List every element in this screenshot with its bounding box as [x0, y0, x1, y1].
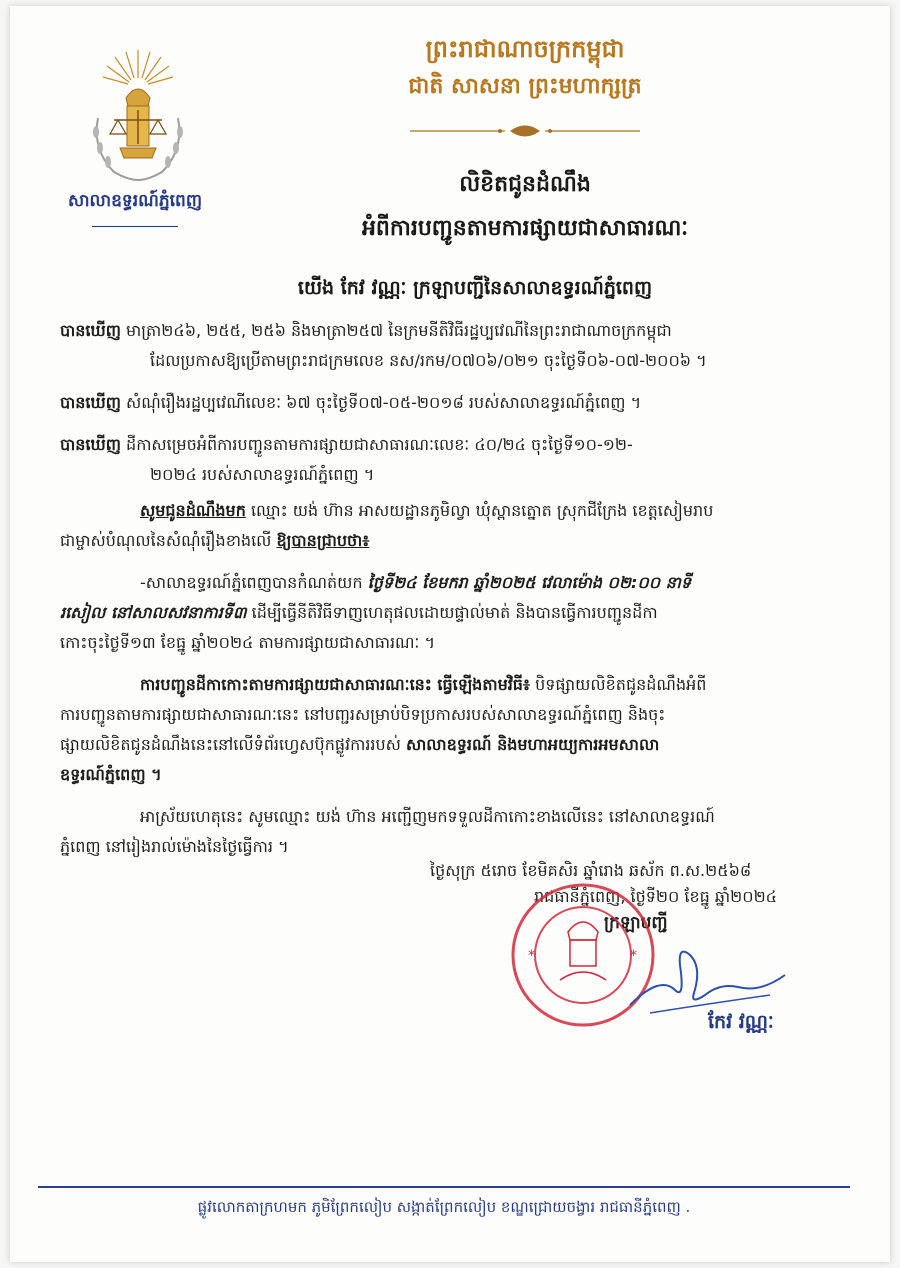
consideration-label: បានឃើញ: [60, 435, 121, 454]
paragraph-2-line-4: ឧទ្ធរណ៍ភ្នំពេញ ។: [60, 765, 162, 784]
consideration-label: បានឃើញ: [60, 321, 121, 340]
paragraph-1-line-3: កោះចុះថ្ងៃទី១៣ ខែធ្នូ ឆ្នាំ២០២៤ តាមការផ្សាយជាសាធារណៈ ។: [60, 633, 436, 652]
consideration-1-line-2: ដែលប្រកាសឱ្យប្រើតាមព្រះរាជក្រមលេខ នស/រកម/០៧០៦/០២១ ចុះថ្ងៃទី០៦-០៧-២០០៦ ។: [150, 351, 707, 370]
issuer-line: យើង កែវ វណ្ណៈ ក្រឡាបញ្ជីនៃសាលាឧទ្ធរណ៍ភ្នំពេញ: [297, 277, 653, 299]
paragraph-2-rest: បិទផ្សាយលិខិតជូនដំណឹងអំពី: [535, 675, 707, 694]
court-emblem-icon: [78, 40, 198, 200]
footer-divider: [38, 1186, 850, 1188]
paragraph-2-heading: ការបញ្ជូនដីកាកោះតាមការផ្សាយជាសាធារណៈនេះ ធ្វើឡើងតាមវិធី៖: [140, 675, 530, 694]
consideration-text: សំណុំរឿងរដ្ឋប្បវេណីលេខៈ ៦៧ ចុះថ្ងៃទី០៧-០៥-២០១៨ របស់សាលាឧទ្ធរណ៍ភ្នំពេញ ។: [126, 393, 642, 412]
paragraph-3-line-2: ភ្នំពេញ នៅរៀងរាល់ម៉ោងនៃថ្ងៃធ្វើការ ។: [60, 837, 289, 856]
consideration-1-line-1: [60, 316, 672, 346]
svg-text:*: *: [630, 948, 637, 964]
footer-address: ផ្លូវលោកតាក្រហមក ភូមិព្រែកលៀប សង្កាត់ព្រែកលៀប ខណ្ឌជ្រោយចង្វារ រាជធានីភ្នំពេញ .: [197, 1198, 691, 1216]
solar-date: រាជធានីភ្នំពេញ, ថ្ងៃទី២០ ខែធ្នូ ឆ្នាំ២០២៤: [534, 887, 777, 906]
document-subtitle: អំពីការបញ្ជូនតាមការផ្សាយជាសាធារណៈ: [361, 216, 689, 241]
national-motto: ជាតិ សាសនា ព្រះមហាក្សត្រ: [408, 74, 642, 99]
paragraph-2-line-2: ការបញ្ជូនតាមការផ្សាយជាសាធារណៈនេះ នៅបញ្ជរសម្រាប់បិទប្រកាសរបស់សាលាឧទ្ធរណ៍ភ្នំពេញ និងចុះ: [60, 705, 666, 724]
notice-intro-line2-text: ជាម្ចាស់បំណុលនៃសំណុំរឿងខាងលើ: [60, 531, 272, 550]
notice-intro-label: សូមជូនដំណឹងមក: [140, 501, 246, 520]
court-name: សាលាឧទ្ធរណ៍ភ្នំពេញ: [67, 191, 203, 211]
paragraph-2-line-3: [60, 730, 659, 760]
paragraph-2-line-3b: សាលាឧទ្ធរណ៍ និងមហាអយ្យការអមសាលា: [405, 735, 660, 754]
paragraph-2-line-1: [140, 670, 706, 700]
consideration-3-line-2: ២០២៤ របស់សាលាឧទ្ធរណ៍ភ្នំពេញ ។: [150, 465, 375, 484]
kingdom-heading: ព្រះរាជាណាចក្រកម្ពុជា: [425, 35, 625, 63]
notice-intro-text: ឈ្មោះ យង់ ហ៊ាន អាសយដ្ឋានភូមិល្វា ឃុំស្ពានត្នោត ស្រុកជីក្រែង ខេត្តសៀមរាប: [250, 501, 714, 520]
consideration-label: បានឃើញ: [60, 393, 121, 412]
consideration-2-line-1: [60, 388, 641, 418]
paragraph-1-rest: ដើម្បីធ្វើនីតិវិធីទាញហេតុផលដោយផ្ទាល់មាត់ និងបានធ្វើការបញ្ជូនដីកា: [251, 603, 658, 622]
notice-intro-line-2: [60, 526, 369, 556]
svg-text:*: *: [528, 948, 535, 964]
hearing-venue: រសៀល នៅសាលសវនាការទី៣: [60, 603, 247, 622]
signer-position: ក្រឡាបញ្ជី: [604, 913, 668, 933]
hearing-date: ថ្ងៃទី២៤ ខែមករា ឆ្នាំ២០២៥ វេលាម៉ោង ០២:០០ នាទី: [367, 573, 691, 592]
notice-intro-line2-emphasis: ឱ្យបានជ្រាបថា៖: [276, 531, 370, 550]
document-title: លិខិតជូនដំណឹង: [459, 172, 591, 197]
notice-intro-line: [140, 496, 713, 526]
lunar-date: ថ្ងៃសុក្រ ៥រោច ខែមិគសិរ ឆ្នាំរោង ឆស័ក ព.ស.២៥៦៨: [430, 861, 752, 880]
signer-name: កែវ វណ្ណៈ: [708, 1011, 774, 1033]
consideration-3-line-1: [60, 430, 633, 460]
consideration-text: ដីកាសម្រេចអំពីការបញ្ជូនតាមការផ្សាយជាសាធារណៈលេខៈ ៤០/២៤ ចុះថ្ងៃទី១០-១២-: [126, 435, 633, 454]
paragraph-2-line-3a: ផ្សាយលិខិតជូនដំណឹងនេះនៅលើទំព័រហ្វេសប៊ុកផ្លូវការរបស់: [60, 735, 401, 754]
paragraph-1-line-2: [60, 598, 658, 628]
paragraph-1-line-1: [140, 568, 691, 598]
paragraph-1-prefix: -សាលាឧទ្ធរណ៍ភ្នំពេញបានកំណត់យក: [140, 573, 363, 592]
consideration-text: មាត្រា២៤៦, ២៥៥, ២៥៦ និងមាត្រា២៥៧ នៃក្រមនីតិវិធីរដ្ឋប្បវេណីនៃព្រះរាជាណាចក្រកម្ពុជា: [126, 321, 672, 340]
divider-ornament-icon: [400, 122, 650, 140]
paragraph-3-line-1: អាស្រ័យហេតុនេះ សូមឈ្មោះ យង់ ហ៊ាន អញ្ជើញមកទទួលដីកាកោះខាងលើនេះ នៅសាលាឧទ្ធរណ៍: [140, 807, 715, 826]
